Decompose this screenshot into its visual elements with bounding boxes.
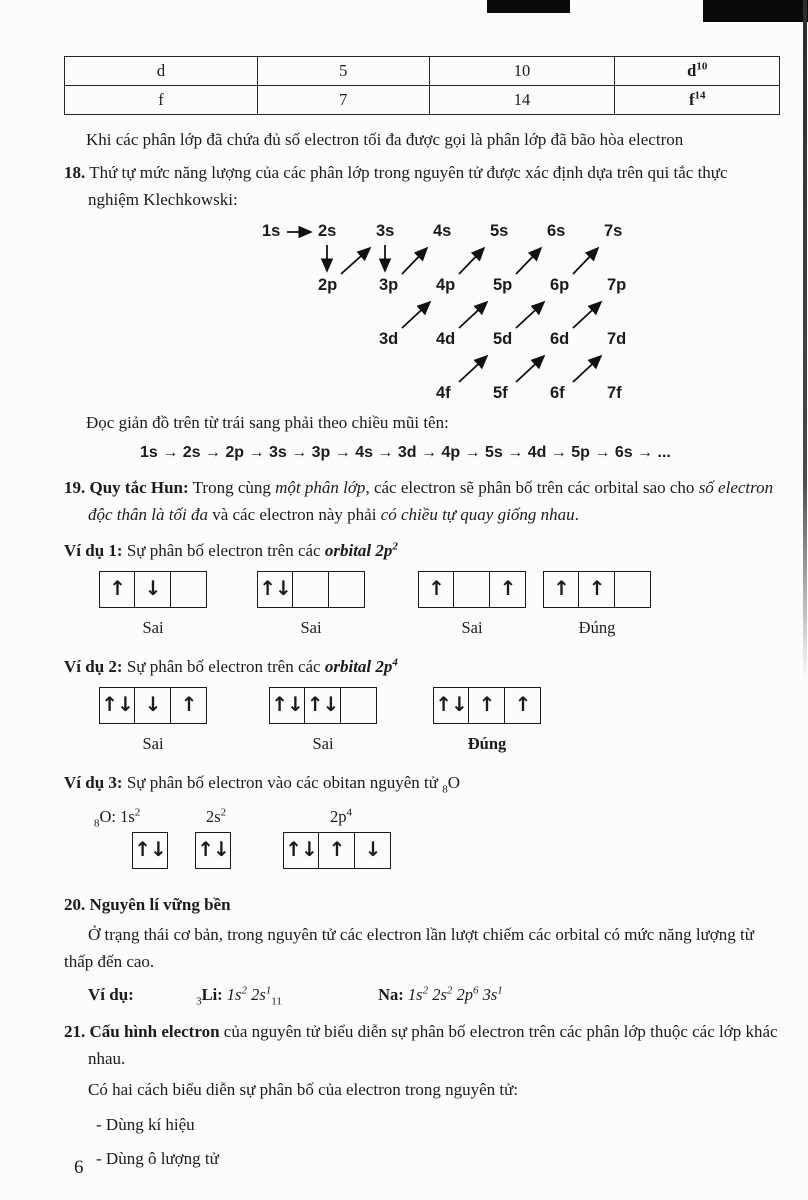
orbital-cells bbox=[195, 832, 231, 869]
item-text: của nguyên tử biểu diễn sự phân bố electron trên các phân lớp thuộc các lớp khác nhau. bbox=[88, 1022, 778, 1068]
rule-text: và các electron này phải bbox=[207, 504, 381, 524]
formula-superscript: 2 bbox=[392, 540, 398, 553]
element-subscript: 11 bbox=[271, 995, 282, 1008]
orbital-cell: ↑ bbox=[579, 571, 615, 608]
sodium-configuration bbox=[378, 985, 503, 1004]
orbital-cell: ↑ bbox=[490, 571, 526, 608]
orbital-cell: ↑↓ bbox=[283, 832, 319, 869]
verdict-label: Sai bbox=[142, 734, 164, 754]
scan-mark-top bbox=[487, 0, 570, 13]
orbital-cell: ↑↓ bbox=[195, 832, 231, 869]
item-19 bbox=[64, 475, 780, 528]
formula-superscript: 4 bbox=[392, 656, 398, 669]
orbital-cell: ↑ bbox=[171, 687, 207, 724]
formula-base: 2p bbox=[452, 985, 473, 1005]
subshell-label-2s: 2s bbox=[318, 222, 337, 241]
klechkowski-diagram bbox=[64, 217, 780, 407]
formula-superscript: 2 bbox=[422, 984, 429, 997]
page-number: 6 bbox=[74, 1156, 84, 1178]
orbital-cells bbox=[257, 571, 365, 608]
example-text: Sự phân bố electron trên các bbox=[122, 656, 325, 676]
subshell-label-6s: 6s bbox=[547, 222, 566, 241]
table-cell: 14 bbox=[429, 86, 615, 115]
rule-text: . bbox=[574, 504, 579, 524]
subshell-label-6d: 6d bbox=[550, 330, 570, 349]
orbital-cell: ↑↓ bbox=[269, 687, 305, 724]
table-cell bbox=[615, 86, 780, 115]
item-20-heading bbox=[64, 892, 780, 918]
rule-text-italic: một phân lớp bbox=[275, 478, 366, 498]
orbital-diagram bbox=[433, 687, 541, 757]
energy-order-line: 1s → 2s → 2p → 3s → 3p → 4s → 3d → 4p → 5s → 4d → 5p → 6s → ... bbox=[140, 444, 671, 462]
element-symbol: Na: bbox=[378, 985, 408, 1005]
formula-superscript: 2 bbox=[241, 984, 247, 997]
element-symbol: Li: bbox=[201, 985, 227, 1005]
item-text: Thứ tự mức năng lượng của các phân lớp trong nguyên tử được xác định dựa trên qui tắc thực nghiệm Klechkowski: bbox=[88, 163, 728, 209]
orbital-cells bbox=[283, 832, 391, 869]
example-li-na bbox=[64, 982, 780, 1010]
intro-text: Khi các phân lớp đã chứa đủ số electron tối đa được gọi là phân lớp đã bão hòa electron bbox=[86, 130, 684, 149]
formula-base: 2s bbox=[206, 807, 221, 827]
formula-superscript: 2 bbox=[134, 806, 141, 819]
orbital-label-2p bbox=[330, 804, 352, 830]
table-cell: d bbox=[65, 57, 258, 86]
formula-base: orbital 2p bbox=[324, 540, 393, 560]
subshell-label-1s: 1s bbox=[262, 222, 281, 241]
example-1-title bbox=[64, 538, 780, 564]
formula-superscript: 6 bbox=[473, 984, 479, 997]
orbital-diagram bbox=[99, 687, 207, 757]
orbital-cell: ↑↓ bbox=[99, 687, 135, 724]
example-3-title bbox=[64, 770, 780, 798]
orbital-cell bbox=[341, 687, 377, 724]
example-label: Ví dụ 3: bbox=[64, 772, 123, 792]
orbital-diagram bbox=[418, 571, 526, 641]
orbital-cell: ↑↓ bbox=[257, 571, 293, 608]
subshell-label-5s: 5s bbox=[490, 222, 509, 241]
formula-base: 2s bbox=[246, 985, 266, 1005]
formula-base: 1s bbox=[226, 985, 242, 1005]
example-2-title bbox=[64, 654, 780, 680]
scan-mark-corner bbox=[703, 0, 808, 22]
formula-base: d bbox=[687, 61, 697, 81]
orbital-row-example-2 bbox=[64, 687, 780, 757]
bullet-o-luong-tu: - Dùng ô lượng tử bbox=[96, 1148, 219, 1168]
orbital-cell: ↑↓ bbox=[305, 687, 341, 724]
item-18 bbox=[64, 160, 780, 213]
diagram-read-note: Đọc giản đồ trên từ trái sang phải theo chiều mũi tên: bbox=[86, 413, 449, 433]
orbital-cell: ↑ bbox=[418, 571, 454, 608]
item-20-body: Ở trạng thái cơ bản, trong nguyên tử các electron lần lượt chiếm các orbital có mức năng lượng từ thấp đến cao. bbox=[64, 925, 754, 971]
formula-superscript: 1 bbox=[497, 984, 503, 997]
formula-superscript: 1 bbox=[265, 984, 272, 997]
element-subscript: 3 bbox=[196, 995, 202, 1008]
subshell-label-4d: 4d bbox=[436, 330, 456, 349]
oxygen-orbital-diagram bbox=[64, 804, 780, 880]
formula-base: 2s bbox=[428, 985, 447, 1005]
table-row bbox=[65, 86, 780, 115]
formula-base: 1s bbox=[407, 985, 423, 1005]
item-number: 20. bbox=[64, 895, 86, 915]
rule-text-italic: có chiều tự quay giống nhau bbox=[380, 504, 575, 524]
orbital-cell: ↑↓ bbox=[433, 687, 469, 724]
subshell-label-4p: 4p bbox=[436, 276, 456, 295]
table-cell bbox=[615, 57, 780, 86]
element-subscript: 8 bbox=[94, 817, 100, 830]
orbital-cell: ↑ bbox=[543, 571, 579, 608]
orbital-diagram bbox=[99, 571, 207, 641]
formula-base: f bbox=[688, 90, 695, 110]
formula-base: 3s bbox=[478, 985, 498, 1005]
orbital-diagram bbox=[257, 571, 365, 641]
orbital-cell bbox=[615, 571, 651, 608]
element-symbol: O bbox=[447, 772, 460, 792]
configuration-formula bbox=[227, 985, 271, 1004]
orbital-label-2s bbox=[206, 804, 226, 830]
orbital-cells bbox=[543, 571, 651, 608]
example-label: Ví dụ 2: bbox=[64, 656, 123, 676]
orbital-cell: ↑ bbox=[469, 687, 505, 724]
rule-text: , các electron sẽ phân bố trên các orbital sao cho bbox=[365, 478, 699, 498]
rule-text-italic: số electron độc thân là tối đa bbox=[88, 478, 774, 524]
rule-text: Trong cùng bbox=[192, 478, 276, 498]
subshell-label-5p: 5p bbox=[493, 276, 513, 295]
orbital-cell bbox=[293, 571, 329, 608]
formula-superscript: 14 bbox=[694, 89, 706, 102]
orbital-diagram bbox=[269, 687, 377, 757]
orbital-label-1s bbox=[94, 804, 140, 832]
orbital-cell: ↓ bbox=[135, 571, 171, 608]
orbital-cells bbox=[433, 687, 541, 724]
formula-superscript: 4 bbox=[346, 806, 352, 819]
orbital-cell: ↑↓ bbox=[132, 832, 168, 869]
example-text: Sự phân bố electron trên các bbox=[122, 540, 325, 560]
orbital-cell: ↑ bbox=[319, 832, 355, 869]
orbital-cell bbox=[454, 571, 490, 608]
orbital-row-example-1 bbox=[64, 571, 780, 641]
item-number: 21. bbox=[64, 1022, 86, 1042]
subshell-label-7f: 7f bbox=[607, 384, 622, 403]
scan-edge-line bbox=[803, 0, 807, 680]
orbital-cells bbox=[269, 687, 377, 724]
subshell-label-3d: 3d bbox=[379, 330, 399, 349]
element-subscript: 8 bbox=[442, 783, 448, 796]
table-cell: 10 bbox=[429, 57, 615, 86]
subshell-label-3s: 3s bbox=[376, 222, 395, 241]
orbital-cell: ↓ bbox=[355, 832, 391, 869]
verdict-label: Sai bbox=[312, 734, 334, 754]
subshell-label-6p: 6p bbox=[550, 276, 570, 295]
item-number: 18. bbox=[64, 163, 86, 183]
configuration-formula bbox=[408, 985, 503, 1004]
formula-base: orbital 2p bbox=[324, 656, 393, 676]
table-row bbox=[65, 57, 780, 86]
example-label: Ví dụ 1: bbox=[64, 540, 123, 560]
formula-base: O: 1s bbox=[99, 807, 135, 827]
table-cell: 5 bbox=[257, 57, 429, 86]
table-cell: f bbox=[65, 86, 258, 115]
example-text: Sự phân bố electron vào các obitan nguyên tử bbox=[122, 772, 443, 792]
verdict-label: Sai bbox=[142, 618, 164, 638]
formula-superscript: 2 bbox=[220, 806, 227, 819]
subshell-label-4s: 4s bbox=[433, 222, 452, 241]
subshell-label-6f: 6f bbox=[550, 384, 565, 403]
orbital-cells bbox=[99, 571, 207, 608]
orbital-cells bbox=[132, 832, 168, 869]
orbital-cell: ↑ bbox=[99, 571, 135, 608]
orbital-cell bbox=[329, 571, 365, 608]
subshell-label-3p: 3p bbox=[379, 276, 399, 295]
item-title: Nguyên lí vững bền bbox=[89, 895, 231, 915]
item-21 bbox=[64, 1019, 780, 1072]
lithium-configuration bbox=[196, 984, 282, 1008]
subshell-label-7s: 7s bbox=[604, 222, 623, 241]
verdict-label: Sai bbox=[300, 618, 322, 638]
orbital-cells bbox=[99, 687, 207, 724]
subshell-label-5f: 5f bbox=[493, 384, 508, 403]
orbital-diagram bbox=[543, 571, 651, 641]
verdict-label: Sai bbox=[461, 618, 483, 638]
verdict-label: Đúng bbox=[467, 734, 507, 754]
subshell-label-7d: 7d bbox=[607, 330, 627, 349]
example-label: Ví dụ: bbox=[88, 985, 134, 1005]
orbital-cell: ↑ bbox=[505, 687, 541, 724]
orbital-cell: ↓ bbox=[135, 687, 171, 724]
klechkowski-arrows bbox=[64, 217, 778, 407]
verdict-label: Đúng bbox=[578, 618, 616, 638]
subshell-label-7p: 7p bbox=[607, 276, 627, 295]
subshell-label-2p: 2p bbox=[318, 276, 338, 295]
rule-title: Quy tắc Hun: bbox=[89, 478, 189, 498]
table-cell: 7 bbox=[257, 86, 429, 115]
subshell-label-4f: 4f bbox=[436, 384, 451, 403]
orbital-cell bbox=[171, 571, 207, 608]
item-number: 19. bbox=[64, 478, 86, 498]
formula-superscript: 10 bbox=[696, 60, 708, 73]
item-21-subtext: Có hai cách biểu diễn sự phân bố của electron trong nguyên tử: bbox=[88, 1080, 519, 1100]
subshell-table bbox=[64, 56, 780, 115]
formula-superscript: 2 bbox=[446, 984, 453, 997]
bullet-ki-hieu: - Dùng kí hiệu bbox=[96, 1114, 195, 1134]
orbital-cells bbox=[418, 571, 526, 608]
item-title: Cấu hình electron bbox=[89, 1022, 220, 1042]
subshell-label-5d: 5d bbox=[493, 330, 513, 349]
formula-base: 2p bbox=[330, 807, 347, 827]
